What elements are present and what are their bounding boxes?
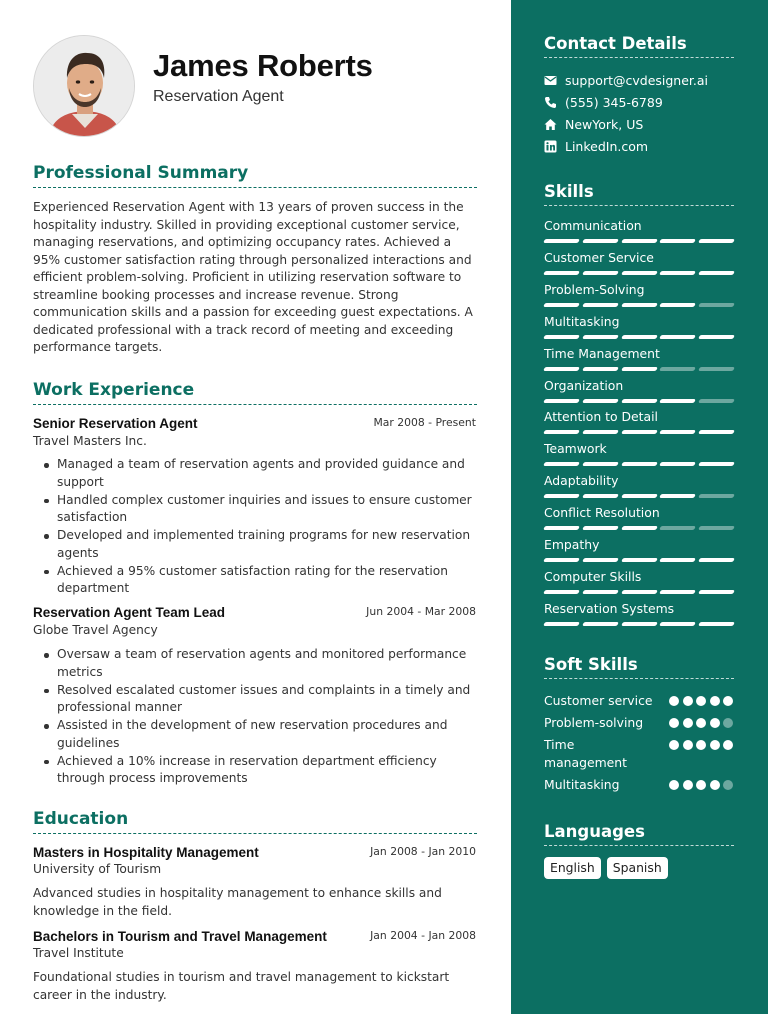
skill-row: [544, 218, 734, 243]
skill-level-segment: [621, 462, 658, 466]
skill-label: Attention to Detail: [544, 409, 659, 425]
job-date: Mar 2008 - Present: [373, 416, 476, 429]
skill-level-segment: [543, 303, 580, 307]
skill-label: Adaptability: [544, 473, 619, 489]
skill-row: [544, 409, 734, 434]
skill-label: Time Management: [544, 345, 660, 361]
skill-label: Multitasking: [544, 313, 620, 329]
skill-level-segment: [659, 335, 696, 339]
soft-skill-row: [544, 736, 734, 772]
rating-dot: [723, 780, 733, 790]
work-heading: Work Experience: [33, 380, 477, 405]
skill-level-segment: [621, 303, 658, 307]
school-name: Travel Institute: [33, 946, 124, 960]
soft-skill-rating: [669, 740, 733, 750]
skill-level-segment: [582, 558, 619, 562]
job-title: Senior Reservation Agent: [33, 416, 198, 431]
skill-level-bar: [544, 526, 734, 530]
languages-heading: Languages: [544, 822, 734, 846]
envelope-icon: [544, 74, 557, 87]
list-item: Handled complex customer inquiries and issues to ensure customer satisfaction: [33, 492, 477, 527]
skill-level-bar: [544, 430, 734, 434]
skill-label: Reservation Systems: [544, 600, 675, 616]
skill-level-segment: [582, 271, 619, 275]
job-bullets: [33, 456, 477, 598]
soft-skill-rating: [669, 718, 733, 728]
skill-level-segment: [543, 558, 580, 562]
skill-level-segment: [582, 590, 619, 594]
skill-row: [544, 601, 734, 626]
skill-level-bar: [544, 462, 734, 466]
rating-dot: [683, 718, 693, 728]
skill-level-segment: [698, 271, 735, 275]
phone-text: (555) 345-6789: [565, 95, 663, 110]
rating-dot: [723, 740, 733, 750]
skill-level-segment: [659, 622, 696, 626]
contact-linkedin[interactable]: [544, 139, 648, 154]
skill-level-segment: [621, 494, 658, 498]
skill-level-bar: [544, 239, 734, 243]
skill-level-segment: [543, 494, 580, 498]
skill-level-segment: [543, 271, 580, 275]
skill-level-segment: [543, 430, 580, 434]
skill-level-bar: [544, 399, 734, 403]
rating-dot: [683, 696, 693, 706]
skill-row: [544, 441, 734, 466]
skill-level-segment: [582, 430, 619, 434]
degree-title: Masters in Hospitality Management: [33, 845, 259, 860]
contact-location: [544, 117, 643, 132]
skill-level-segment: [543, 367, 580, 371]
skill-level-segment: [659, 367, 696, 371]
skill-row: [544, 505, 734, 530]
contact-phone[interactable]: [544, 95, 663, 110]
candidate-name: James Roberts: [153, 48, 373, 83]
rating-dot: [723, 718, 733, 728]
soft-skill-row: [544, 714, 734, 732]
skill-label: Organization: [544, 377, 624, 393]
skill-level-segment: [659, 590, 696, 594]
rating-dot: [696, 718, 706, 728]
skill-level-segment: [698, 303, 735, 307]
degree-date: Jan 2008 - Jan 2010: [370, 845, 476, 858]
skill-level-segment: [621, 399, 658, 403]
skill-level-segment: [582, 526, 619, 530]
skill-row: [544, 314, 734, 339]
skill-level-bar: [544, 367, 734, 371]
skill-label: Problem-Solving: [544, 281, 645, 297]
skill-row: [544, 473, 734, 498]
education-heading: Education: [33, 809, 477, 834]
rating-dot: [710, 718, 720, 728]
rating-dot: [669, 696, 679, 706]
skill-level-segment: [543, 590, 580, 594]
degree-description: Foundational studies in tourism and travel management to kickstart career in the industry.: [33, 970, 450, 1002]
skill-level-segment: [659, 494, 696, 498]
skill-level-segment: [698, 462, 735, 466]
skill-level-bar: [544, 271, 734, 275]
skill-level-segment: [543, 462, 580, 466]
rating-dot: [696, 740, 706, 750]
language-badge: English: [544, 857, 601, 879]
skill-level-segment: [698, 622, 735, 626]
profile-photo: [33, 35, 135, 137]
list-item: Achieved a 95% customer satisfaction rating for the reservation department: [33, 563, 477, 598]
degree-description: Advanced studies in hospitality management to enhance skills and knowledge in the field.: [33, 886, 442, 918]
linkedin-text: LinkedIn.com: [565, 139, 649, 154]
degree-date: Jan 2004 - Jan 2008: [370, 929, 476, 942]
school-name: University of Tourism: [33, 862, 162, 876]
home-icon: [544, 118, 557, 131]
skill-level-segment: [698, 430, 735, 434]
skill-level-bar: [544, 590, 734, 594]
rating-dot: [710, 740, 720, 750]
soft-skill-row: [544, 776, 734, 794]
skill-label: Conflict Resolution: [544, 505, 660, 521]
skill-level-segment: [621, 430, 658, 434]
rating-dot: [683, 740, 693, 750]
skill-label: Computer Skills: [544, 568, 642, 584]
skill-label: Teamwork: [544, 441, 607, 457]
skill-level-segment: [659, 462, 696, 466]
skill-level-segment: [659, 526, 696, 530]
skill-level-segment: [621, 526, 658, 530]
skill-level-segment: [698, 558, 735, 562]
skill-level-segment: [582, 335, 619, 339]
summary-text: Experienced Reservation Agent with 13 years of proven success in the hospitality industry. Skilled in providing exceptional customer service, managing reservations, and optimizing occupancy rates. Achieved a 95% customer satisfaction rating through personalized interactions and efficient problem-solving. Proficient in utilizing reservation software to streamline booking processes and increase revenue. Strong communication skills and a passion for exceeding guest expectations. A dedicated professional with a track record of meeting and exceeding performance targets.: [33, 200, 473, 354]
skill-level-segment: [698, 494, 735, 498]
skill-level-segment: [621, 239, 658, 243]
email-text: support@cvdesigner.ai: [565, 73, 709, 88]
list-item: Resolved escalated customer issues and complaints in a timely and professional manner: [33, 682, 477, 717]
skill-level-segment: [582, 494, 619, 498]
rating-dot: [710, 696, 720, 706]
soft-skill-rating: [669, 696, 733, 706]
skill-row: [544, 250, 734, 275]
rating-dot: [696, 696, 706, 706]
contact-heading: Contact Details: [544, 34, 734, 58]
rating-dot: [696, 780, 706, 790]
list-item: Managed a team of reservation agents and provided guidance and support: [33, 456, 477, 491]
skill-level-segment: [659, 558, 696, 562]
skill-level-segment: [659, 271, 696, 275]
skill-level-segment: [543, 399, 580, 403]
skill-row: [544, 569, 734, 594]
skill-level-segment: [582, 622, 619, 626]
list-item: Achieved a 10% increase in reservation department efficiency through process improvements: [33, 753, 477, 788]
skills-heading: Skills: [544, 182, 734, 206]
soft-skills-heading: Soft Skills: [544, 655, 734, 679]
skill-label: Customer Service: [544, 249, 654, 265]
skill-label: Empathy: [544, 537, 600, 552]
skill-level-segment: [582, 399, 619, 403]
rating-dot: [683, 780, 693, 790]
summary-heading: Professional Summary: [33, 163, 477, 188]
rating-dot: [723, 696, 733, 706]
sidebar: [511, 0, 768, 1014]
skill-level-segment: [698, 399, 735, 403]
rating-dot: [669, 740, 679, 750]
linkedin-icon: [544, 140, 557, 153]
skill-level-segment: [698, 367, 735, 371]
skill-level-bar: [544, 303, 734, 307]
skill-row: [544, 378, 734, 403]
candidate-role: Reservation Agent: [153, 88, 284, 105]
skill-level-segment: [621, 367, 658, 371]
skill-level-segment: [659, 303, 696, 307]
phone-icon: [544, 96, 557, 109]
skill-row: [544, 282, 734, 307]
soft-skill-label: Time management: [544, 737, 628, 770]
skill-level-segment: [543, 335, 580, 339]
skill-label: Communication: [544, 218, 642, 233]
soft-skill-label: Problem-solving: [544, 715, 644, 730]
job-date: Jun 2004 - Mar 2008: [366, 605, 476, 618]
skill-level-segment: [659, 430, 696, 434]
rating-dot: [669, 718, 679, 728]
list-item: Assisted in the development of new reservation procedures and guidelines: [33, 717, 477, 752]
skill-row: [544, 346, 734, 371]
degree-title: Bachelors in Tourism and Travel Management: [33, 929, 327, 944]
skill-level-segment: [659, 399, 696, 403]
skill-level-segment: [543, 526, 580, 530]
languages-list: [544, 857, 668, 879]
soft-skill-rating: [669, 780, 733, 790]
soft-skill-label: Multitasking: [544, 777, 620, 792]
skill-level-segment: [659, 239, 696, 243]
list-item: Developed and implemented training programs for new reservation agents: [33, 527, 477, 562]
job-company: Travel Masters Inc.: [33, 434, 147, 448]
skill-level-segment: [698, 335, 735, 339]
skill-level-segment: [698, 590, 735, 594]
avatar-illustration: [34, 36, 135, 137]
job-bullets: [33, 646, 477, 788]
skill-level-segment: [543, 239, 580, 243]
skill-level-bar: [544, 558, 734, 562]
skill-level-segment: [582, 462, 619, 466]
list-item: Oversaw a team of reservation agents and monitored performance metrics: [33, 646, 477, 681]
rating-dot: [669, 780, 679, 790]
skill-level-segment: [621, 558, 658, 562]
skill-row: [544, 537, 734, 562]
contact-email[interactable]: [544, 73, 708, 88]
skill-level-segment: [582, 367, 619, 371]
soft-skill-row: [544, 692, 734, 710]
skill-level-segment: [621, 622, 658, 626]
skill-level-bar: [544, 494, 734, 498]
job-title: Reservation Agent Team Lead: [33, 605, 226, 620]
skill-level-segment: [698, 526, 735, 530]
job-company: Globe Travel Agency: [33, 623, 158, 637]
skill-level-segment: [543, 622, 580, 626]
skill-level-segment: [621, 590, 658, 594]
soft-skill-label: Customer service: [544, 693, 653, 708]
skill-level-segment: [582, 239, 619, 243]
skill-level-segment: [621, 335, 658, 339]
location-text: NewYork, US: [565, 117, 644, 132]
skill-level-bar: [544, 622, 734, 626]
skill-level-segment: [698, 239, 735, 243]
skill-level-bar: [544, 335, 734, 339]
language-badge: Spanish: [607, 857, 668, 879]
skill-level-segment: [582, 303, 619, 307]
rating-dot: [710, 780, 720, 790]
skill-level-segment: [621, 271, 658, 275]
